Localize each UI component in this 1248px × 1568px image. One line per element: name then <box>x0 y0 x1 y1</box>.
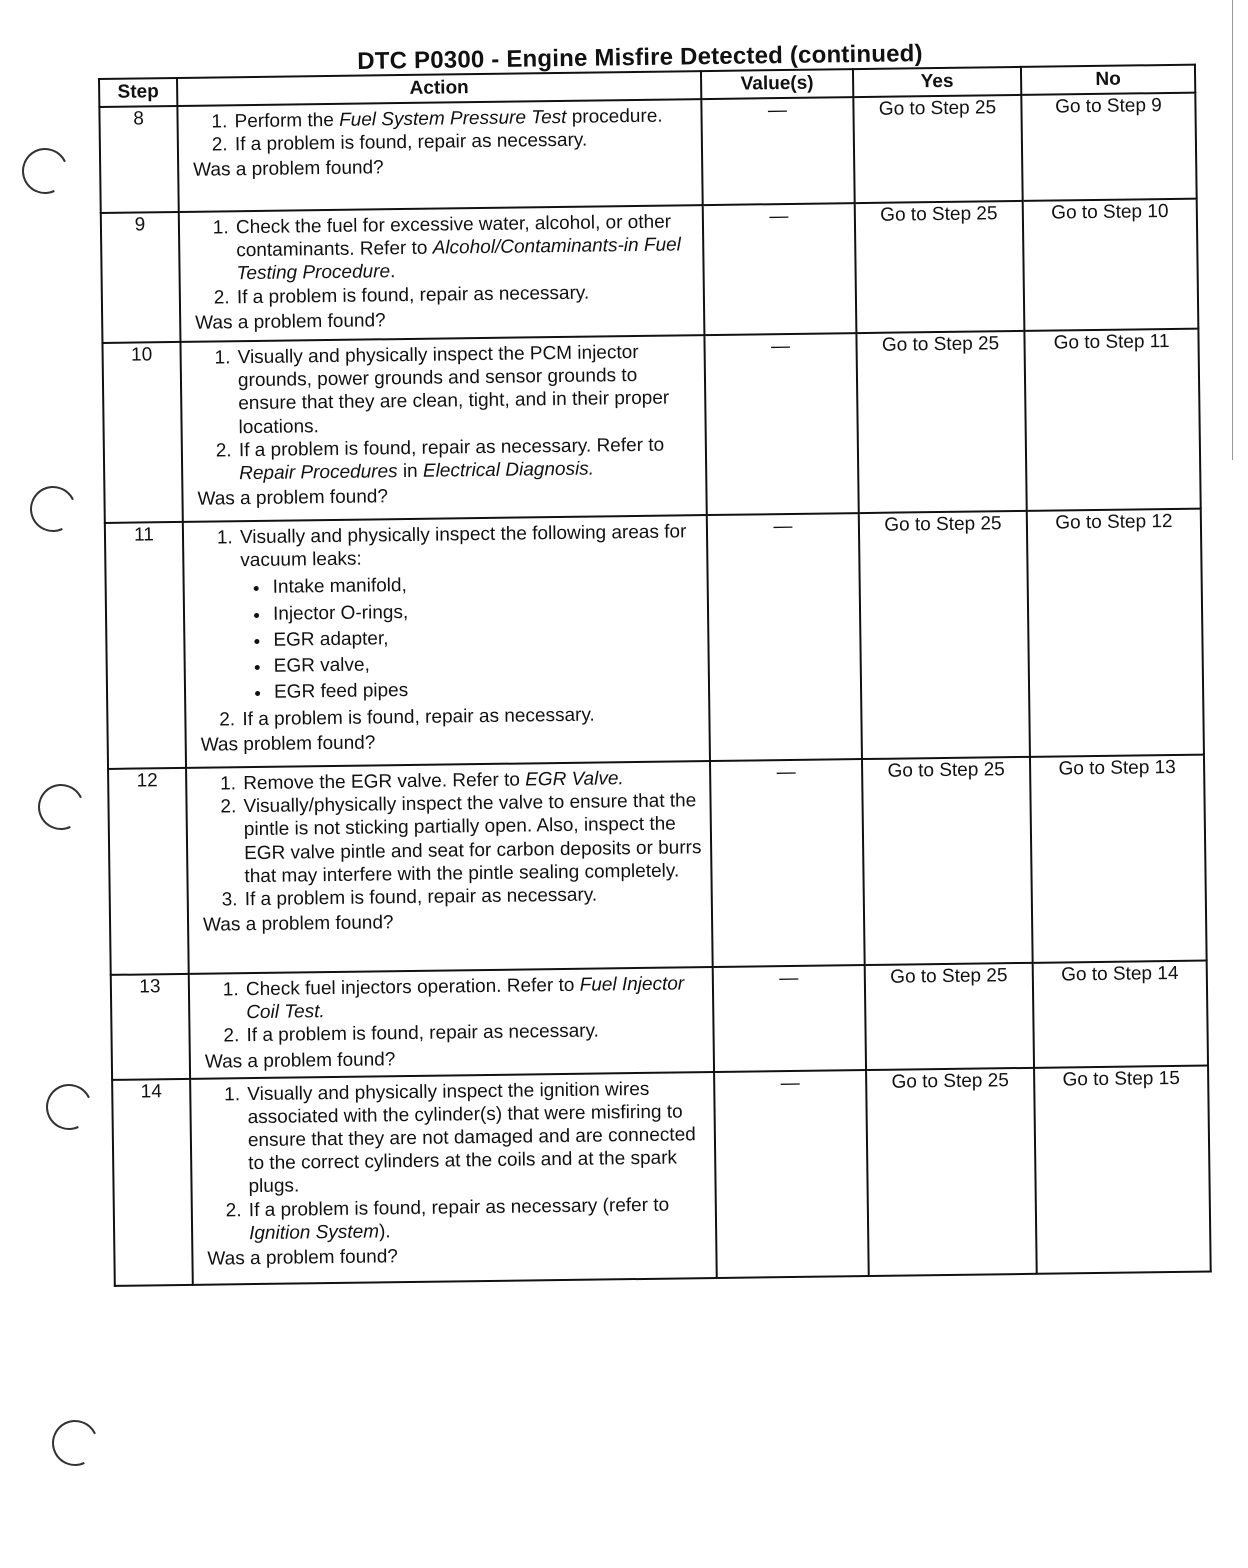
action-step <box>244 972 705 1024</box>
table-row <box>111 961 1208 1080</box>
value-cell <box>713 965 866 1072</box>
no-cell <box>1024 329 1200 511</box>
action-steps-list <box>205 1077 707 1246</box>
action-text: Visually and physically inspect the following areas for vacuum leaks: <box>239 521 687 572</box>
table-row <box>105 509 1204 769</box>
action-text: If a problem is found, repair as necessary. <box>242 704 595 731</box>
inspection-areas-list <box>241 571 701 705</box>
yes-cell <box>859 511 1030 759</box>
action-text: Visually/physically inspect the valve to ensure that the pintle is not sticking partially open. Also, inspect the EGR valve pintle and seat for carbon deposits or burrs that may interfere with the pintle sealing completely. <box>243 790 702 887</box>
action-text: If a problem is found, repair as necessary (refer to <box>248 1194 670 1221</box>
table-row <box>99 93 1196 213</box>
yes-goto: Go to Step 25 <box>880 203 998 226</box>
value-cell <box>701 97 854 205</box>
binder-hole-icon <box>46 1414 105 1473</box>
action-text: Check fuel injectors operation. Refer to <box>245 974 580 1001</box>
action-step <box>236 340 697 439</box>
action-cell <box>180 335 706 522</box>
yes-cell <box>865 963 1034 1070</box>
action-step <box>244 1018 704 1047</box>
action-text: in <box>397 460 424 482</box>
action-steps-list <box>196 340 698 486</box>
table-body <box>99 93 1210 1286</box>
action-cell <box>179 205 705 342</box>
action-question: Was a problem found? <box>204 1048 396 1073</box>
step-number: 14 <box>112 1079 193 1286</box>
action-question: Was a problem found? <box>193 157 384 182</box>
action-cell <box>189 967 714 1079</box>
no-cell <box>1030 755 1207 963</box>
table-row <box>112 1065 1211 1285</box>
action-text: Check the fuel for excessive water, alcohol, or other contaminants. Refer to <box>235 211 672 262</box>
action-step <box>240 702 700 731</box>
step-number: 11 <box>105 522 186 769</box>
no-cell <box>1023 199 1199 331</box>
value-cell <box>704 333 858 515</box>
action-steps-list <box>204 972 705 1048</box>
action-question: Was a problem found? <box>207 1246 399 1270</box>
yes-goto: Go to Step 25 <box>878 97 997 120</box>
value-dash: — <box>773 515 793 538</box>
action-step <box>245 1077 706 1199</box>
value-dash: — <box>776 761 796 784</box>
table-row <box>102 329 1200 523</box>
action-text: If a problem is found, repair as necessary. <box>244 884 598 911</box>
action-step <box>241 789 702 888</box>
action-text: Visually and physically inspect the PCM injector grounds, power grounds and sensor grounds to ensure that they are clean, tight, and in their proper locations. <box>237 341 670 438</box>
value-dash: — <box>780 1072 800 1094</box>
no-goto: Go to Step 13 <box>1058 756 1176 780</box>
binder-hole-icon <box>16 142 75 201</box>
action-text: . <box>389 261 396 283</box>
no-cell <box>1033 961 1208 1068</box>
yes-goto: Go to Step 25 <box>881 333 1000 356</box>
header-step: Step <box>99 78 177 107</box>
action-step <box>247 1193 708 1245</box>
value-cell <box>707 513 862 761</box>
scan-edge-line <box>1232 0 1233 460</box>
action-step <box>243 882 703 911</box>
action-step <box>233 127 693 156</box>
yes-goto: Go to Step 25 <box>891 1069 1009 1093</box>
yes-cell <box>855 201 1025 333</box>
action-steps-list <box>201 766 703 912</box>
value-dash: — <box>779 967 799 990</box>
reference-text: Fuel System Pressure Test <box>338 106 567 131</box>
action-text: If a problem is found, repair as necessary. <box>234 129 588 156</box>
no-goto: Go to Step 9 <box>1054 95 1162 118</box>
action-text: ). <box>378 1220 391 1243</box>
yes-cell <box>866 1068 1037 1276</box>
action-question: Was a problem found? <box>197 486 389 510</box>
table-row <box>108 755 1207 975</box>
table-row <box>101 199 1199 343</box>
step-number: 12 <box>108 768 189 975</box>
reference-text: EGR Valve. <box>525 768 624 791</box>
yes-goto: Go to Step 25 <box>887 759 1005 782</box>
action-question: Was problem found? <box>200 732 376 757</box>
value-dash: — <box>767 99 788 122</box>
no-cell <box>1027 509 1204 757</box>
no-goto: Go to Step 14 <box>1061 962 1179 986</box>
yes-cell <box>862 757 1033 965</box>
action-text: Remove the EGR valve. Refer to <box>243 769 526 795</box>
value-dash: — <box>769 205 789 228</box>
header-no: No <box>1021 65 1195 95</box>
action-text: Perform the <box>234 109 340 133</box>
action-text: procedure. <box>566 105 663 128</box>
step-number: 13 <box>111 974 190 1080</box>
no-goto: Go to Step 10 <box>1051 201 1169 224</box>
value-cell <box>703 203 857 335</box>
step-number: 9 <box>101 212 181 343</box>
no-goto: Go to Step 11 <box>1053 330 1170 354</box>
action-question: Was a problem found? <box>202 912 394 936</box>
header-values: Value(s) <box>701 69 853 99</box>
no-cell <box>1021 93 1196 201</box>
action-step <box>237 433 698 485</box>
action-steps-list <box>198 520 701 732</box>
inspection-area: • Intake manifold, <box>271 571 699 600</box>
action-cell <box>177 99 702 212</box>
inspection-area: • EGR adapter, <box>271 623 699 652</box>
diagnostic-table <box>98 64 1212 1287</box>
header-action: Action <box>177 71 701 106</box>
reference-text: Ignition System <box>248 1221 380 1244</box>
reference-text: Fuel Injector Coil Test. <box>246 973 685 1024</box>
yes-goto: Go to Step 25 <box>890 965 1008 988</box>
binder-hole-icon <box>40 1078 99 1137</box>
header-yes: Yes <box>853 67 1021 97</box>
reference-text: Alcohol/Contaminants-in Fuel Testing Procedure <box>236 234 681 285</box>
reference-text: Repair Procedures <box>239 460 398 485</box>
no-goto: Go to Step 15 <box>1062 1067 1180 1091</box>
action-step <box>238 520 700 704</box>
action-cell <box>186 761 713 974</box>
inspection-area: • EGR valve, <box>272 649 700 678</box>
action-question: Was a problem found? <box>195 309 386 334</box>
inspection-area: • EGR feed pipes <box>272 675 700 704</box>
no-goto: Go to Step 12 <box>1055 510 1173 534</box>
step-number: 8 <box>99 106 178 213</box>
yes-cell <box>856 331 1026 513</box>
step-number: 10 <box>102 342 182 523</box>
action-cell <box>183 515 710 768</box>
action-text: If a problem is found, repair as necessary. Refer to <box>238 434 665 461</box>
binder-hole-icon <box>24 480 83 539</box>
action-steps-list <box>192 104 693 157</box>
reference-text: Electrical Diagnosis. <box>422 458 595 482</box>
action-text: If a problem is found, repair as necessary. <box>236 282 590 308</box>
yes-cell <box>853 95 1022 203</box>
action-steps-list <box>194 210 695 309</box>
action-cell <box>190 1072 717 1285</box>
binder-hole-icon <box>32 778 91 837</box>
value-cell <box>714 1070 869 1278</box>
inspection-area: • Injector O-rings, <box>271 597 699 626</box>
action-text: Visually and physically inspect the ignition wires associated with the cylinder(s) that were misfiring to ensure that they are not damaged and are connected to the correct cylinders at the coils and at the spark plugs. <box>247 1078 696 1198</box>
no-cell <box>1034 1065 1211 1273</box>
yes-goto: Go to Step 25 <box>884 513 1002 536</box>
diagnostic-table-container <box>98 64 1210 1287</box>
value-cell <box>710 759 865 967</box>
action-step <box>234 210 695 286</box>
page-title: DTC P0300 - Engine Misfire Detected (continued) <box>357 40 923 75</box>
value-dash: — <box>770 335 791 358</box>
action-text: If a problem is found, repair as necessary. <box>246 1020 600 1047</box>
